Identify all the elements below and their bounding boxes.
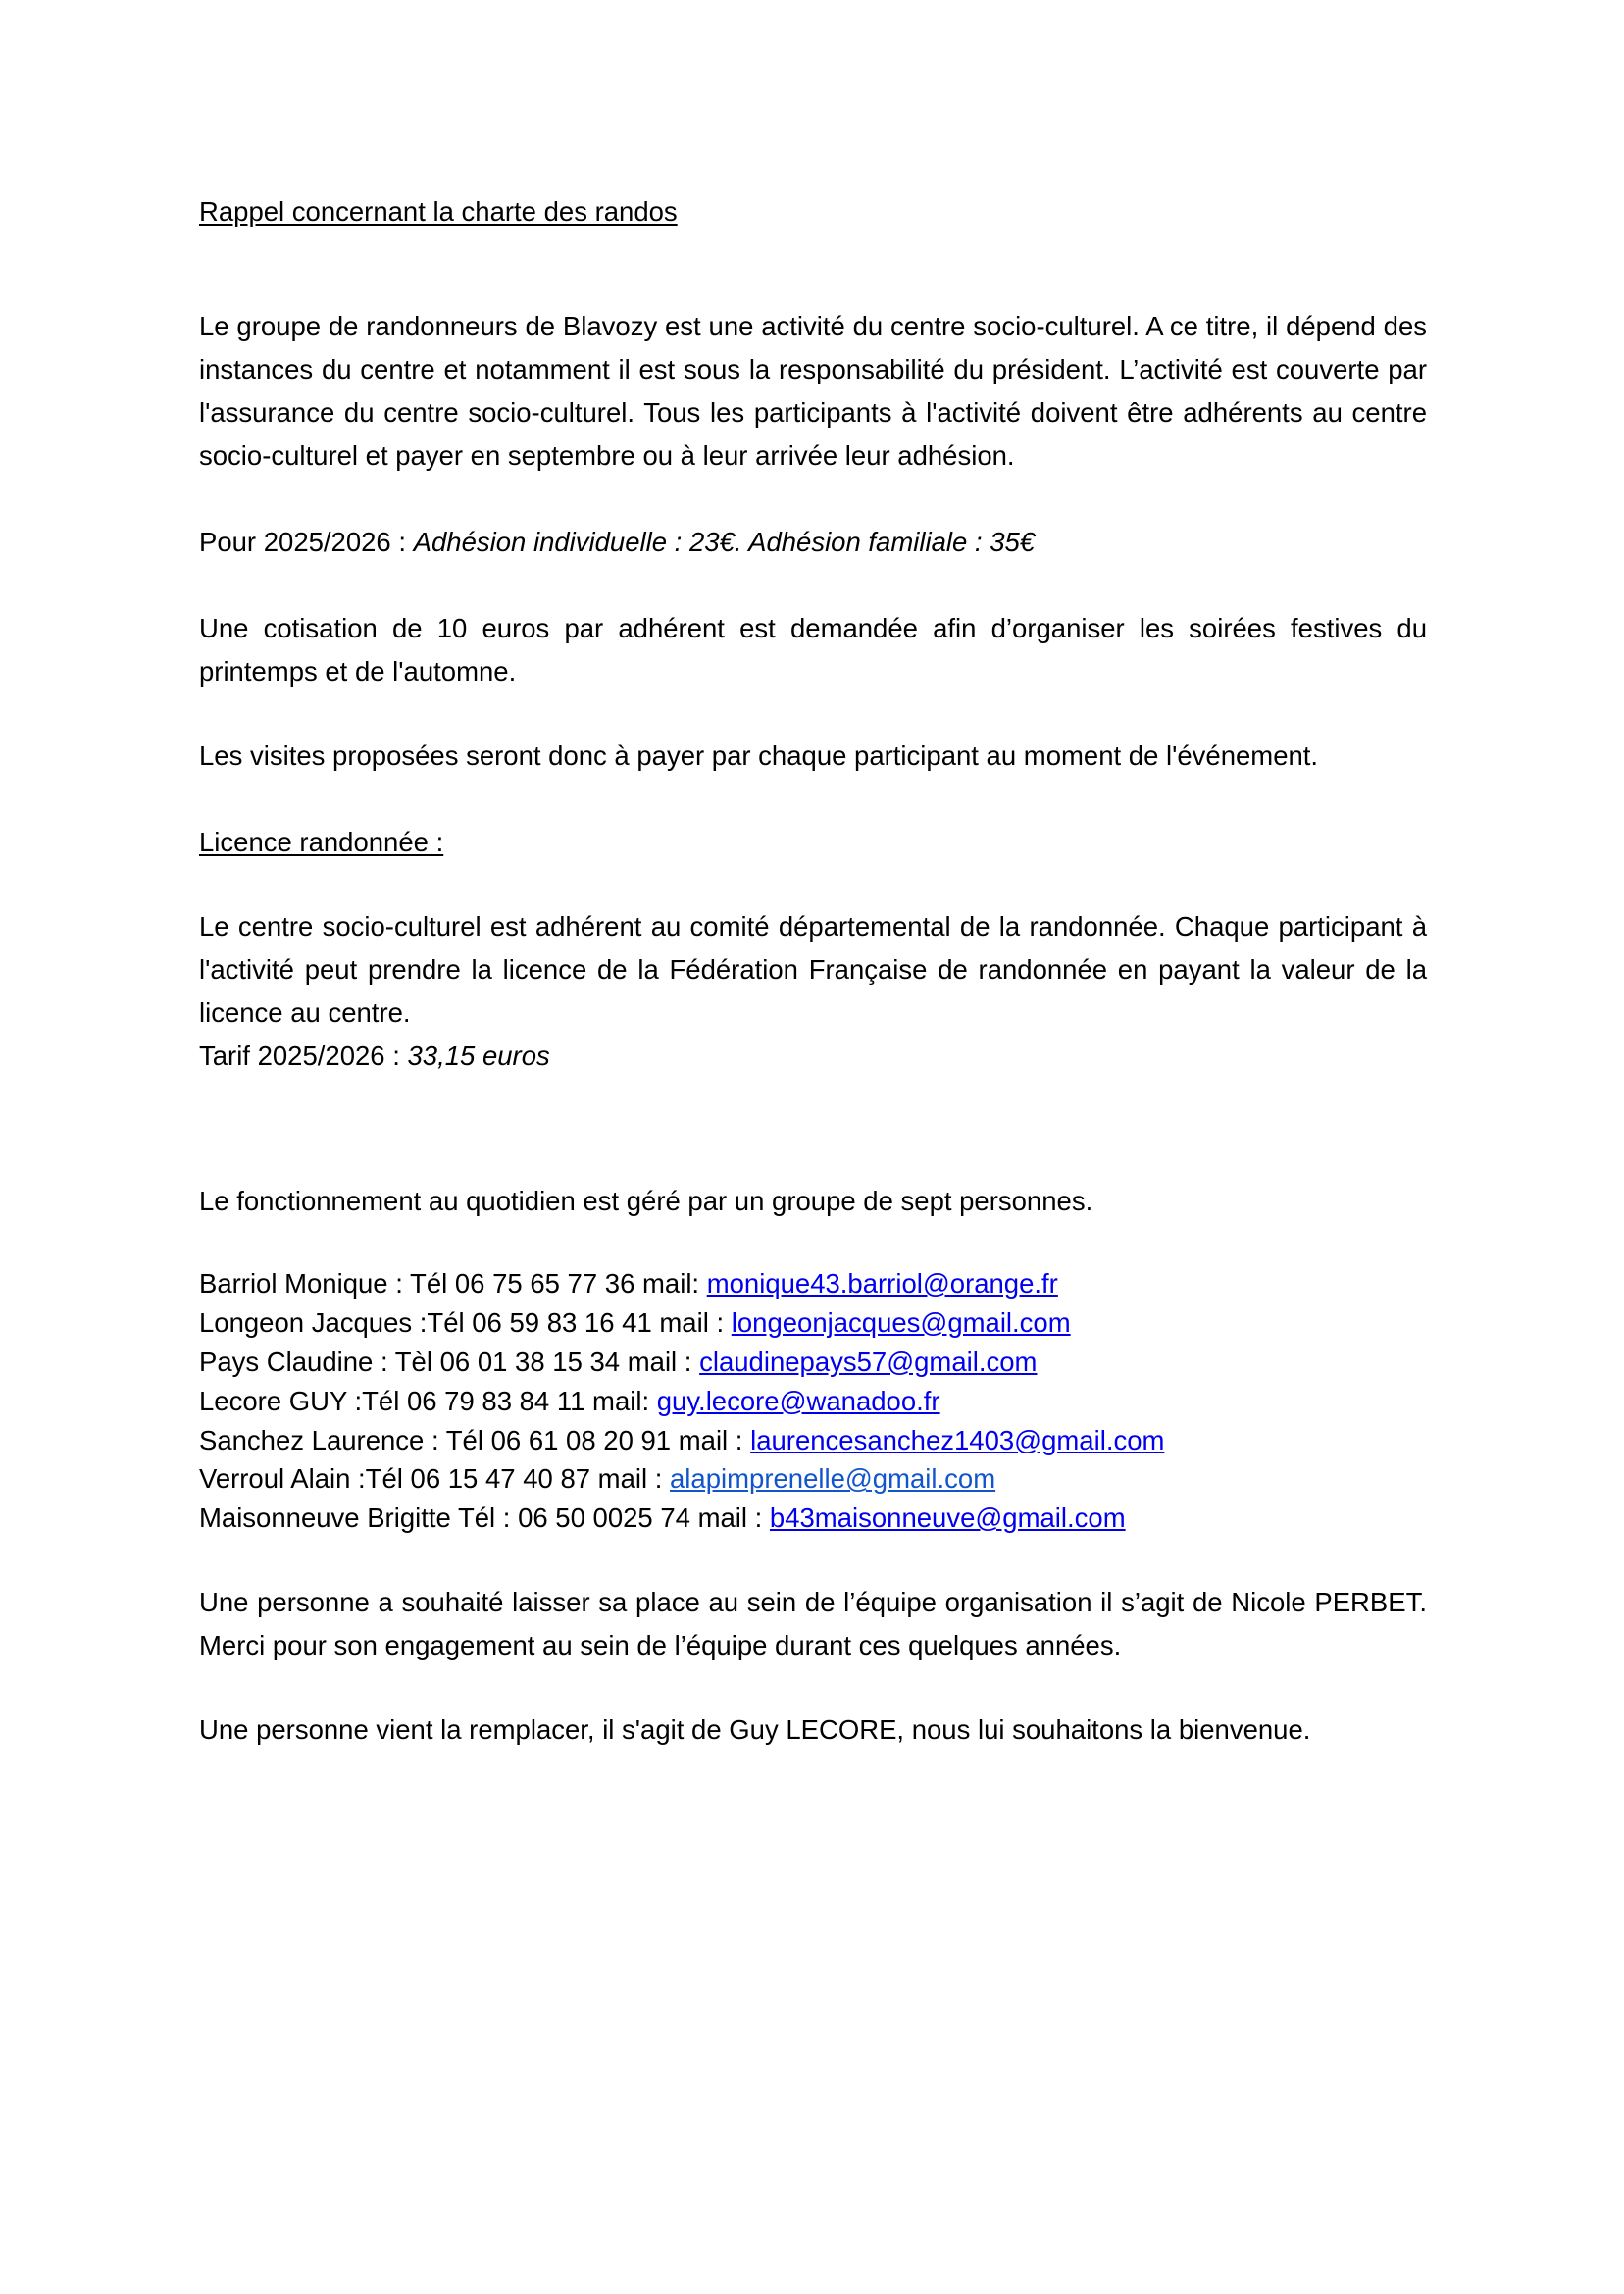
contact-name-phone: Maisonneuve Brigitte Tél : 06 50 0025 74 mail : <box>199 1503 770 1534</box>
contact-name-phone: Verroul Alain :Tél 06 15 47 40 87 mail : <box>199 1463 671 1495</box>
spacer <box>199 478 1427 521</box>
list-item <box>199 1382 1427 1421</box>
email-link[interactable]: claudinepays57@gmail.com <box>699 1346 1038 1377</box>
paragraph-arrivee: Une personne vient la remplacer, il s'agit de Guy LECORE, nous lui souhaitons la bienvenue. <box>199 1714 1311 1746</box>
paragraph-tarif <box>199 1035 1427 1078</box>
tarif-prefix: Tarif 2025/2026 : <box>199 1041 408 1072</box>
paragraph-cotisation: Une cotisation de 10 euros par adhérent est demandée afin d’organiser les soirées festives du printemps et de l'automne. <box>199 613 1427 688</box>
contact-name-phone: Barriol Monique : Tél 06 75 65 77 36 mail: <box>199 1268 707 1300</box>
list-item <box>199 1459 1427 1499</box>
list-item <box>199 1421 1427 1460</box>
list-item <box>199 1303 1427 1343</box>
adhesion-prefix: Pour 2025/2026 : <box>199 527 414 558</box>
paragraph-depart: Une personne a souhaité laisser sa place au sein de l’équipe organisation il s’agit de Nicole PERBET. Merci pour son engagement au sein de l’équipe durant ces quelques années. <box>199 1587 1427 1661</box>
email-link[interactable]: longeonjacques@gmail.com <box>731 1306 1071 1338</box>
contact-name-phone: Lecore GUY :Tél 06 79 83 84 11 mail: <box>199 1385 657 1416</box>
paragraph-adhesion <box>199 521 1427 564</box>
spacer <box>199 693 1427 735</box>
list-item <box>199 1264 1427 1303</box>
paragraph-fonctionnement: Le fonctionnement au quotidien est géré par un groupe de sept personnes. <box>199 1186 1093 1217</box>
contact-list <box>199 1264 1427 1538</box>
section-heading-licence: Licence randonnée : <box>199 827 444 858</box>
list-item <box>199 1343 1427 1382</box>
document-body <box>199 192 1427 1752</box>
spacer <box>199 1667 1427 1708</box>
spacer <box>199 1078 1427 1180</box>
email-link[interactable]: monique43.barriol@orange.fr <box>706 1268 1058 1300</box>
paragraph-licence: Le centre socio-culturel est adhérent au comité départemental de la randonnée. Chaque participant à l'activité peut prendre la licence de la Fédération Française de randonnée en payant la valeur de la licence au centre. <box>199 911 1427 1029</box>
spacer <box>199 1538 1427 1581</box>
contact-name-phone: Sanchez Laurence : Tél 06 61 08 20 91 mail : <box>199 1424 751 1455</box>
paragraph-intro: Le groupe de randonneurs de Blavozy est une activité du centre socio-culturel. A ce titre, il dépend des instances du centre et notamment il est sous la responsabilité du président. L’activité est couverte par l'assurance du centre socio-culturel. Tous les participants à l'activité doivent être adhérents au centre socio-culturel et payer en septembre ou à leur arrivée leur adhésion. <box>199 311 1427 472</box>
spacer <box>199 230 1427 305</box>
contact-name-phone: Pays Claudine : Tèl 06 01 38 15 34 mail : <box>199 1346 700 1377</box>
page-title: Rappel concernant la charte des randos <box>199 196 678 227</box>
email-link[interactable]: b43maisonneuve@gmail.com <box>769 1503 1126 1534</box>
paragraph-visites: Les visites proposées seront donc à payer par chaque participant au moment de l'événement. <box>199 740 1319 772</box>
spacer <box>199 778 1427 821</box>
adhesion-amounts: Adhésion individuelle : 23€. Adhésion familiale : 35€ <box>413 527 1036 558</box>
contact-name-phone: Longeon Jacques :Tél 06 59 83 16 41 mail : <box>199 1306 732 1338</box>
email-link[interactable]: alapimprenelle@gmail.com <box>670 1463 996 1495</box>
spacer <box>199 864 1427 905</box>
list-item <box>199 1499 1427 1538</box>
tarif-amount: 33,15 euros <box>407 1041 550 1072</box>
licence-heading-wrap <box>199 821 1427 864</box>
spacer <box>199 564 1427 607</box>
spacer <box>199 1223 1427 1264</box>
email-link[interactable]: laurencesanchez1403@gmail.com <box>750 1424 1165 1455</box>
email-link[interactable]: guy.lecore@wanadoo.fr <box>656 1385 940 1416</box>
